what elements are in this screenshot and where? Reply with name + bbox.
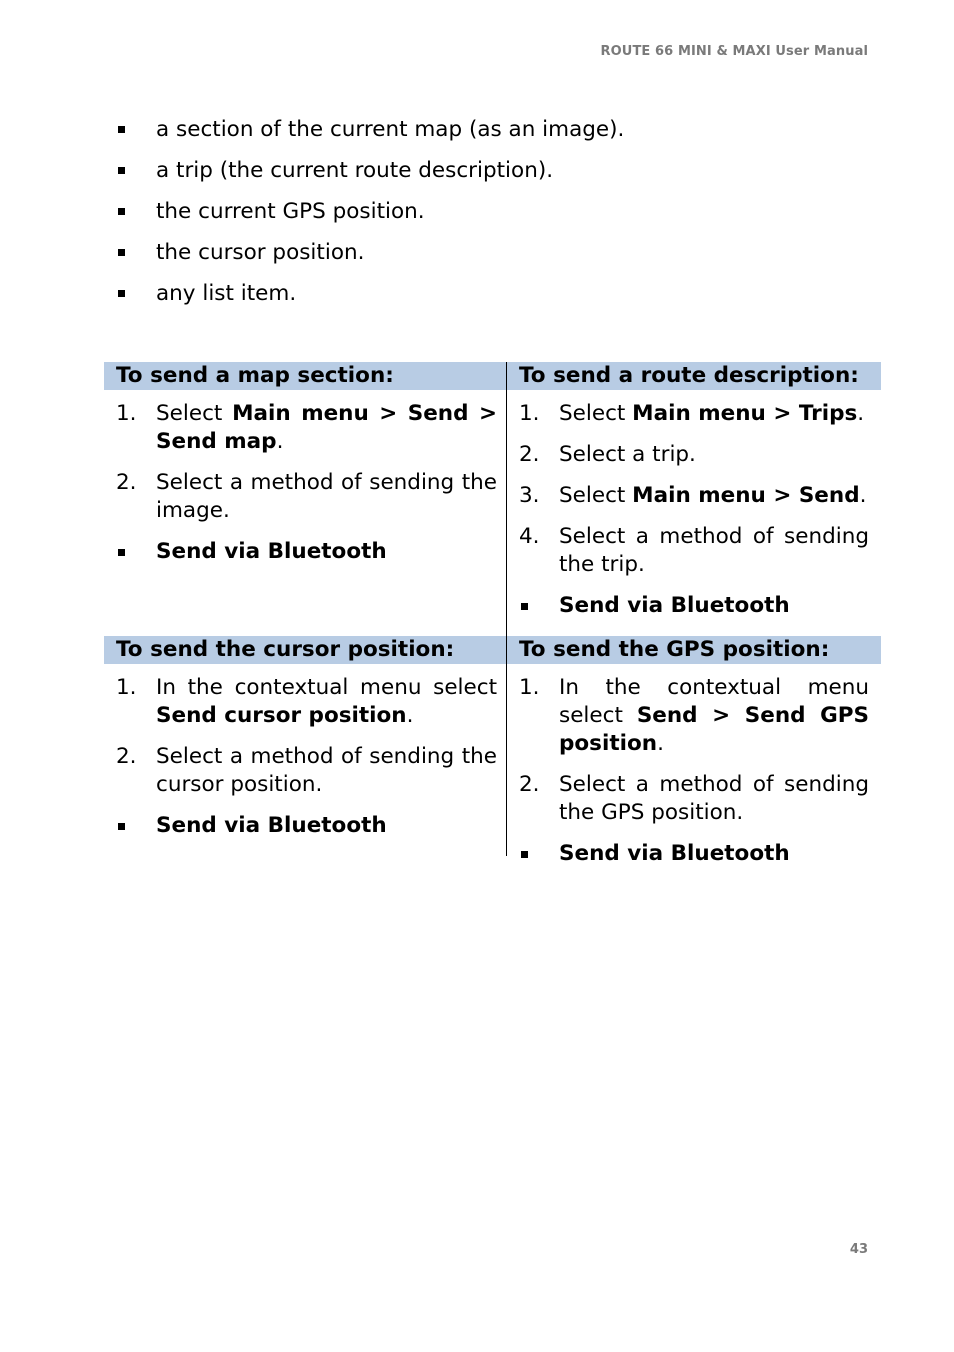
bullet-item	[507, 592, 881, 620]
step-number: 2.	[519, 772, 540, 797]
step-number: 4.	[519, 524, 540, 549]
table-header-row	[104, 636, 881, 664]
bullet-item	[507, 840, 881, 868]
square-bullet-icon	[118, 208, 125, 215]
step-text: Select a method of sending the GPS position.	[559, 772, 869, 825]
square-bullet-icon	[118, 249, 125, 256]
heading-cursor-position: To send the cursor position:	[104, 636, 507, 664]
step-item	[507, 400, 881, 428]
step-text: Select Main menu > Trips.	[559, 401, 865, 426]
instructions-table	[104, 362, 881, 866]
step-text: Select a trip.	[559, 442, 696, 467]
step-text: Select a method of sending the trip.	[559, 524, 869, 577]
list-item	[0, 197, 624, 238]
step-item	[507, 674, 881, 758]
bullet-item	[104, 538, 506, 566]
intro-list	[0, 115, 624, 320]
step-number: 1.	[116, 675, 137, 700]
page-number: 43	[849, 1242, 868, 1257]
list-item-text: any list item.	[156, 281, 297, 306]
send-via-bluetooth-label: Send via Bluetooth	[559, 593, 790, 618]
send-via-bluetooth-label: Send via Bluetooth	[156, 539, 387, 564]
step-number: 1.	[116, 401, 137, 426]
step-number: 1.	[519, 401, 540, 426]
list-item	[0, 238, 624, 279]
step-item	[104, 469, 506, 525]
send-via-bluetooth-label: Send via Bluetooth	[156, 813, 387, 838]
heading-gps-position: To send the GPS position:	[507, 636, 881, 664]
step-text: Select a method of sending the image.	[156, 470, 497, 523]
bullet-item	[104, 812, 506, 840]
send-via-bluetooth-label: Send via Bluetooth	[559, 841, 790, 866]
step-text: In the contextual menu select Send > Send GPS position.	[559, 675, 869, 756]
step-number: 1.	[519, 675, 540, 700]
step-text: Select a method of sending the cursor position.	[156, 744, 497, 797]
cursor-position-steps	[104, 664, 507, 856]
square-bullet-icon	[118, 126, 125, 133]
map-section-steps	[104, 390, 507, 636]
list-item-text: the cursor position.	[156, 240, 365, 265]
step-text: Select Main menu > Send > Send map.	[156, 401, 497, 454]
step-item	[104, 743, 506, 799]
step-item	[507, 482, 881, 510]
step-number: 3.	[519, 483, 540, 508]
square-bullet-icon	[118, 823, 125, 830]
step-item	[104, 674, 506, 730]
step-number: 2.	[116, 744, 137, 769]
heading-map-section: To send a map section:	[104, 362, 507, 390]
step-item	[507, 441, 881, 469]
step-item	[507, 771, 881, 827]
table-row	[104, 664, 881, 866]
route-description-steps	[507, 390, 881, 636]
list-item-text: a trip (the current route description).	[156, 158, 554, 183]
list-item-text: a section of the current map (as an image).	[156, 117, 625, 142]
square-bullet-icon	[118, 167, 125, 174]
list-item	[0, 279, 624, 320]
square-bullet-icon	[118, 549, 125, 556]
step-number: 2.	[116, 470, 137, 495]
list-item	[0, 115, 624, 156]
square-bullet-icon	[118, 290, 125, 297]
square-bullet-icon	[521, 603, 528, 610]
square-bullet-icon	[521, 851, 528, 858]
table-header-row	[104, 362, 881, 390]
list-item	[0, 156, 624, 197]
gps-position-steps	[507, 664, 881, 866]
step-text: Select Main menu > Send.	[559, 483, 867, 508]
list-item-text: the current GPS position.	[156, 199, 425, 224]
heading-route-description: To send a route description:	[507, 362, 881, 390]
step-item	[507, 523, 881, 579]
step-number: 2.	[519, 442, 540, 467]
step-item	[104, 400, 506, 456]
table-row	[104, 390, 881, 636]
running-header: ROUTE 66 MINI & MAXI User Manual	[600, 44, 868, 59]
step-text: In the contextual menu select Send cursor position.	[156, 675, 497, 728]
